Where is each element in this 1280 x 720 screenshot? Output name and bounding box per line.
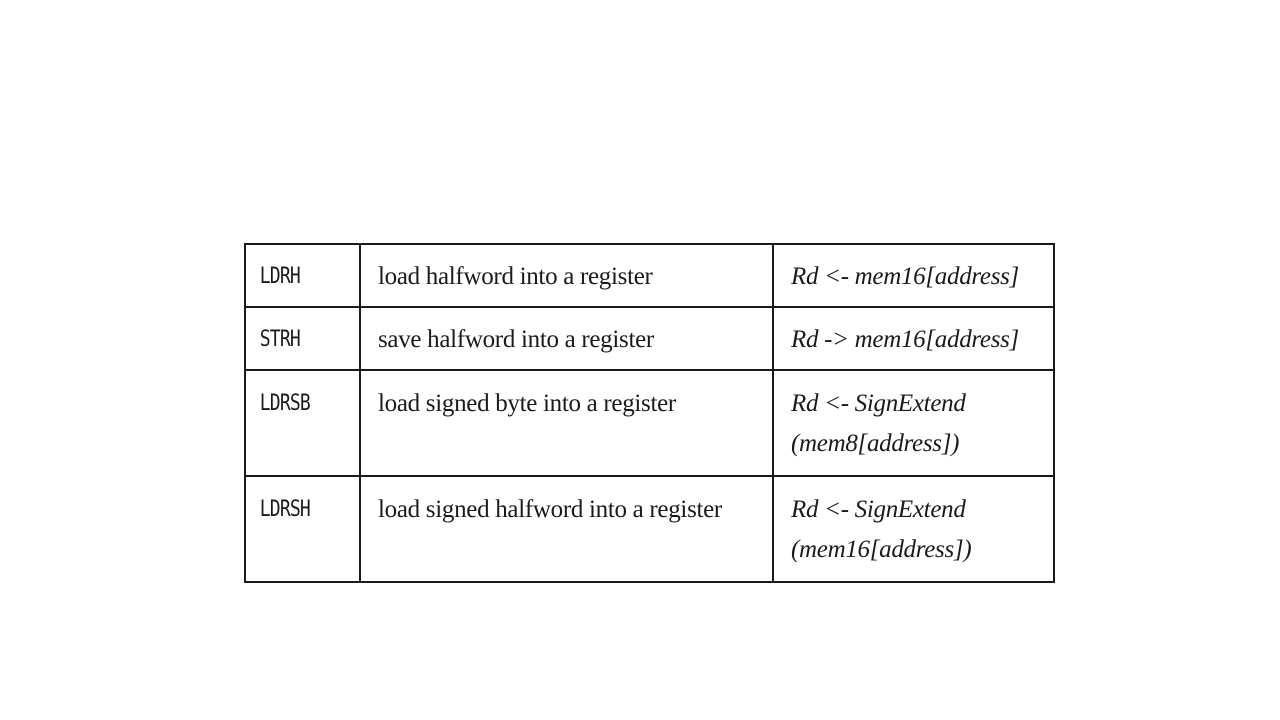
mnemonic-text: LDRSH	[259, 497, 310, 522]
operation-text	[791, 245, 1053, 297]
operation-line: Rd -> mem16[address]	[791, 326, 1019, 353]
mnemonic-cell	[245, 244, 339, 307]
operation-text	[791, 308, 1053, 360]
table-row	[245, 307, 1054, 370]
description-cell	[360, 307, 773, 370]
mnemonic-cell	[245, 370, 339, 476]
operation-line: Rd <- mem16[address]	[791, 263, 1019, 290]
operation-cell	[773, 476, 1054, 582]
table-row	[245, 244, 1054, 307]
table-row	[245, 370, 1054, 476]
description-cell	[360, 476, 773, 582]
description-text: save halfword into a register	[378, 326, 654, 353]
mnemonic-cell	[245, 476, 339, 582]
operation-line: Rd <- SignExtend	[791, 496, 966, 523]
mnemonic-text: LDRSB	[259, 391, 310, 416]
operation-cell	[773, 307, 1054, 370]
mnemonic-text: STRH	[259, 327, 300, 352]
description-text: load signed halfword into a register	[378, 496, 722, 523]
mnemonic-cell	[245, 307, 339, 370]
operation-line: Rd <- SignExtend	[791, 390, 966, 417]
description-text: load halfword into a register	[378, 263, 653, 290]
table-row	[245, 476, 1054, 582]
operation-text	[791, 371, 1053, 464]
operation-cell	[773, 370, 1054, 476]
description-cell	[360, 244, 773, 307]
operation-cell	[773, 244, 1054, 307]
description-text: load signed byte into a register	[378, 390, 676, 417]
operation-text	[791, 477, 1053, 570]
instruction-table	[244, 243, 1055, 583]
operation-line: (mem16[address])	[791, 536, 972, 563]
mnemonic-text: LDRH	[259, 264, 300, 289]
operation-line: (mem8[address])	[791, 430, 960, 457]
description-cell	[360, 370, 773, 476]
